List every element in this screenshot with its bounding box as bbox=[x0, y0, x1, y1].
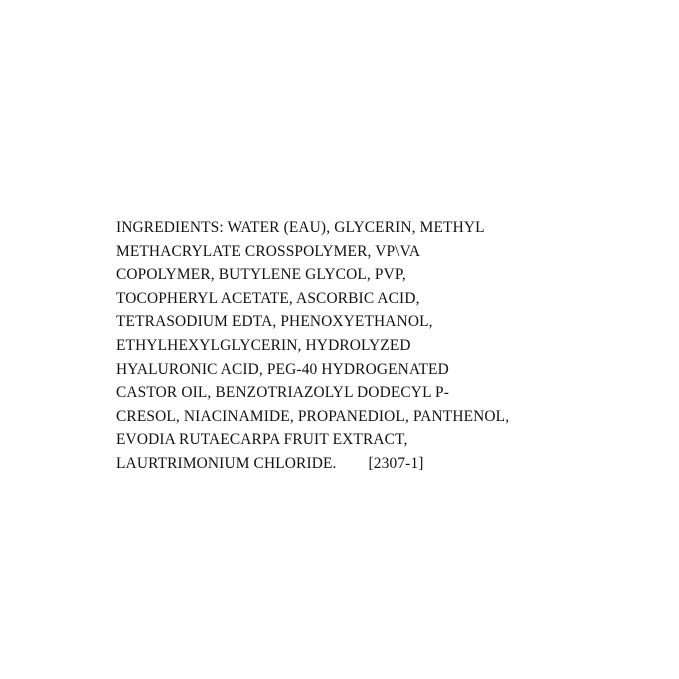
ingredients-line: CRESOL, NIACINAMIDE, PROPANEDIOL, PANTHENOL, bbox=[116, 407, 510, 425]
ingredients-line: INGREDIENTS: WATER (EAU), GLYCERIN, METHYL bbox=[116, 219, 485, 236]
ingredients-line: CASTOR OIL, BENZOTRIAZOLYL DODECYL P- bbox=[116, 384, 450, 402]
ingredients-line-with-batch-code: LAURTRIMONIUM CHLORIDE. [2307-1] bbox=[116, 454, 424, 472]
ingredients-line: TOCOPHERYL ACETATE, ASCORBIC ACID, bbox=[116, 289, 420, 307]
ingredients-line: COPOLYMER, BUTYLENE GLYCOL, PVP, bbox=[116, 266, 406, 284]
ingredients-line: METHACRYLATE CROSSPOLYMER, VP\VA bbox=[116, 242, 421, 260]
ingredients-line: EVODIA RUTAECARPA FRUIT EXTRACT, bbox=[116, 431, 408, 449]
ingredients-line: ETHYLHEXYLGLYCERIN, HYDROLYZED bbox=[116, 336, 411, 354]
ingredients-line: TETRASODIUM EDTA, PHENOXYETHANOL, bbox=[116, 313, 433, 331]
ingredients-text-block bbox=[116, 216, 596, 476]
ingredients-line: HYALURONIC ACID, PEG-40 HYDROGENATED bbox=[116, 360, 449, 378]
